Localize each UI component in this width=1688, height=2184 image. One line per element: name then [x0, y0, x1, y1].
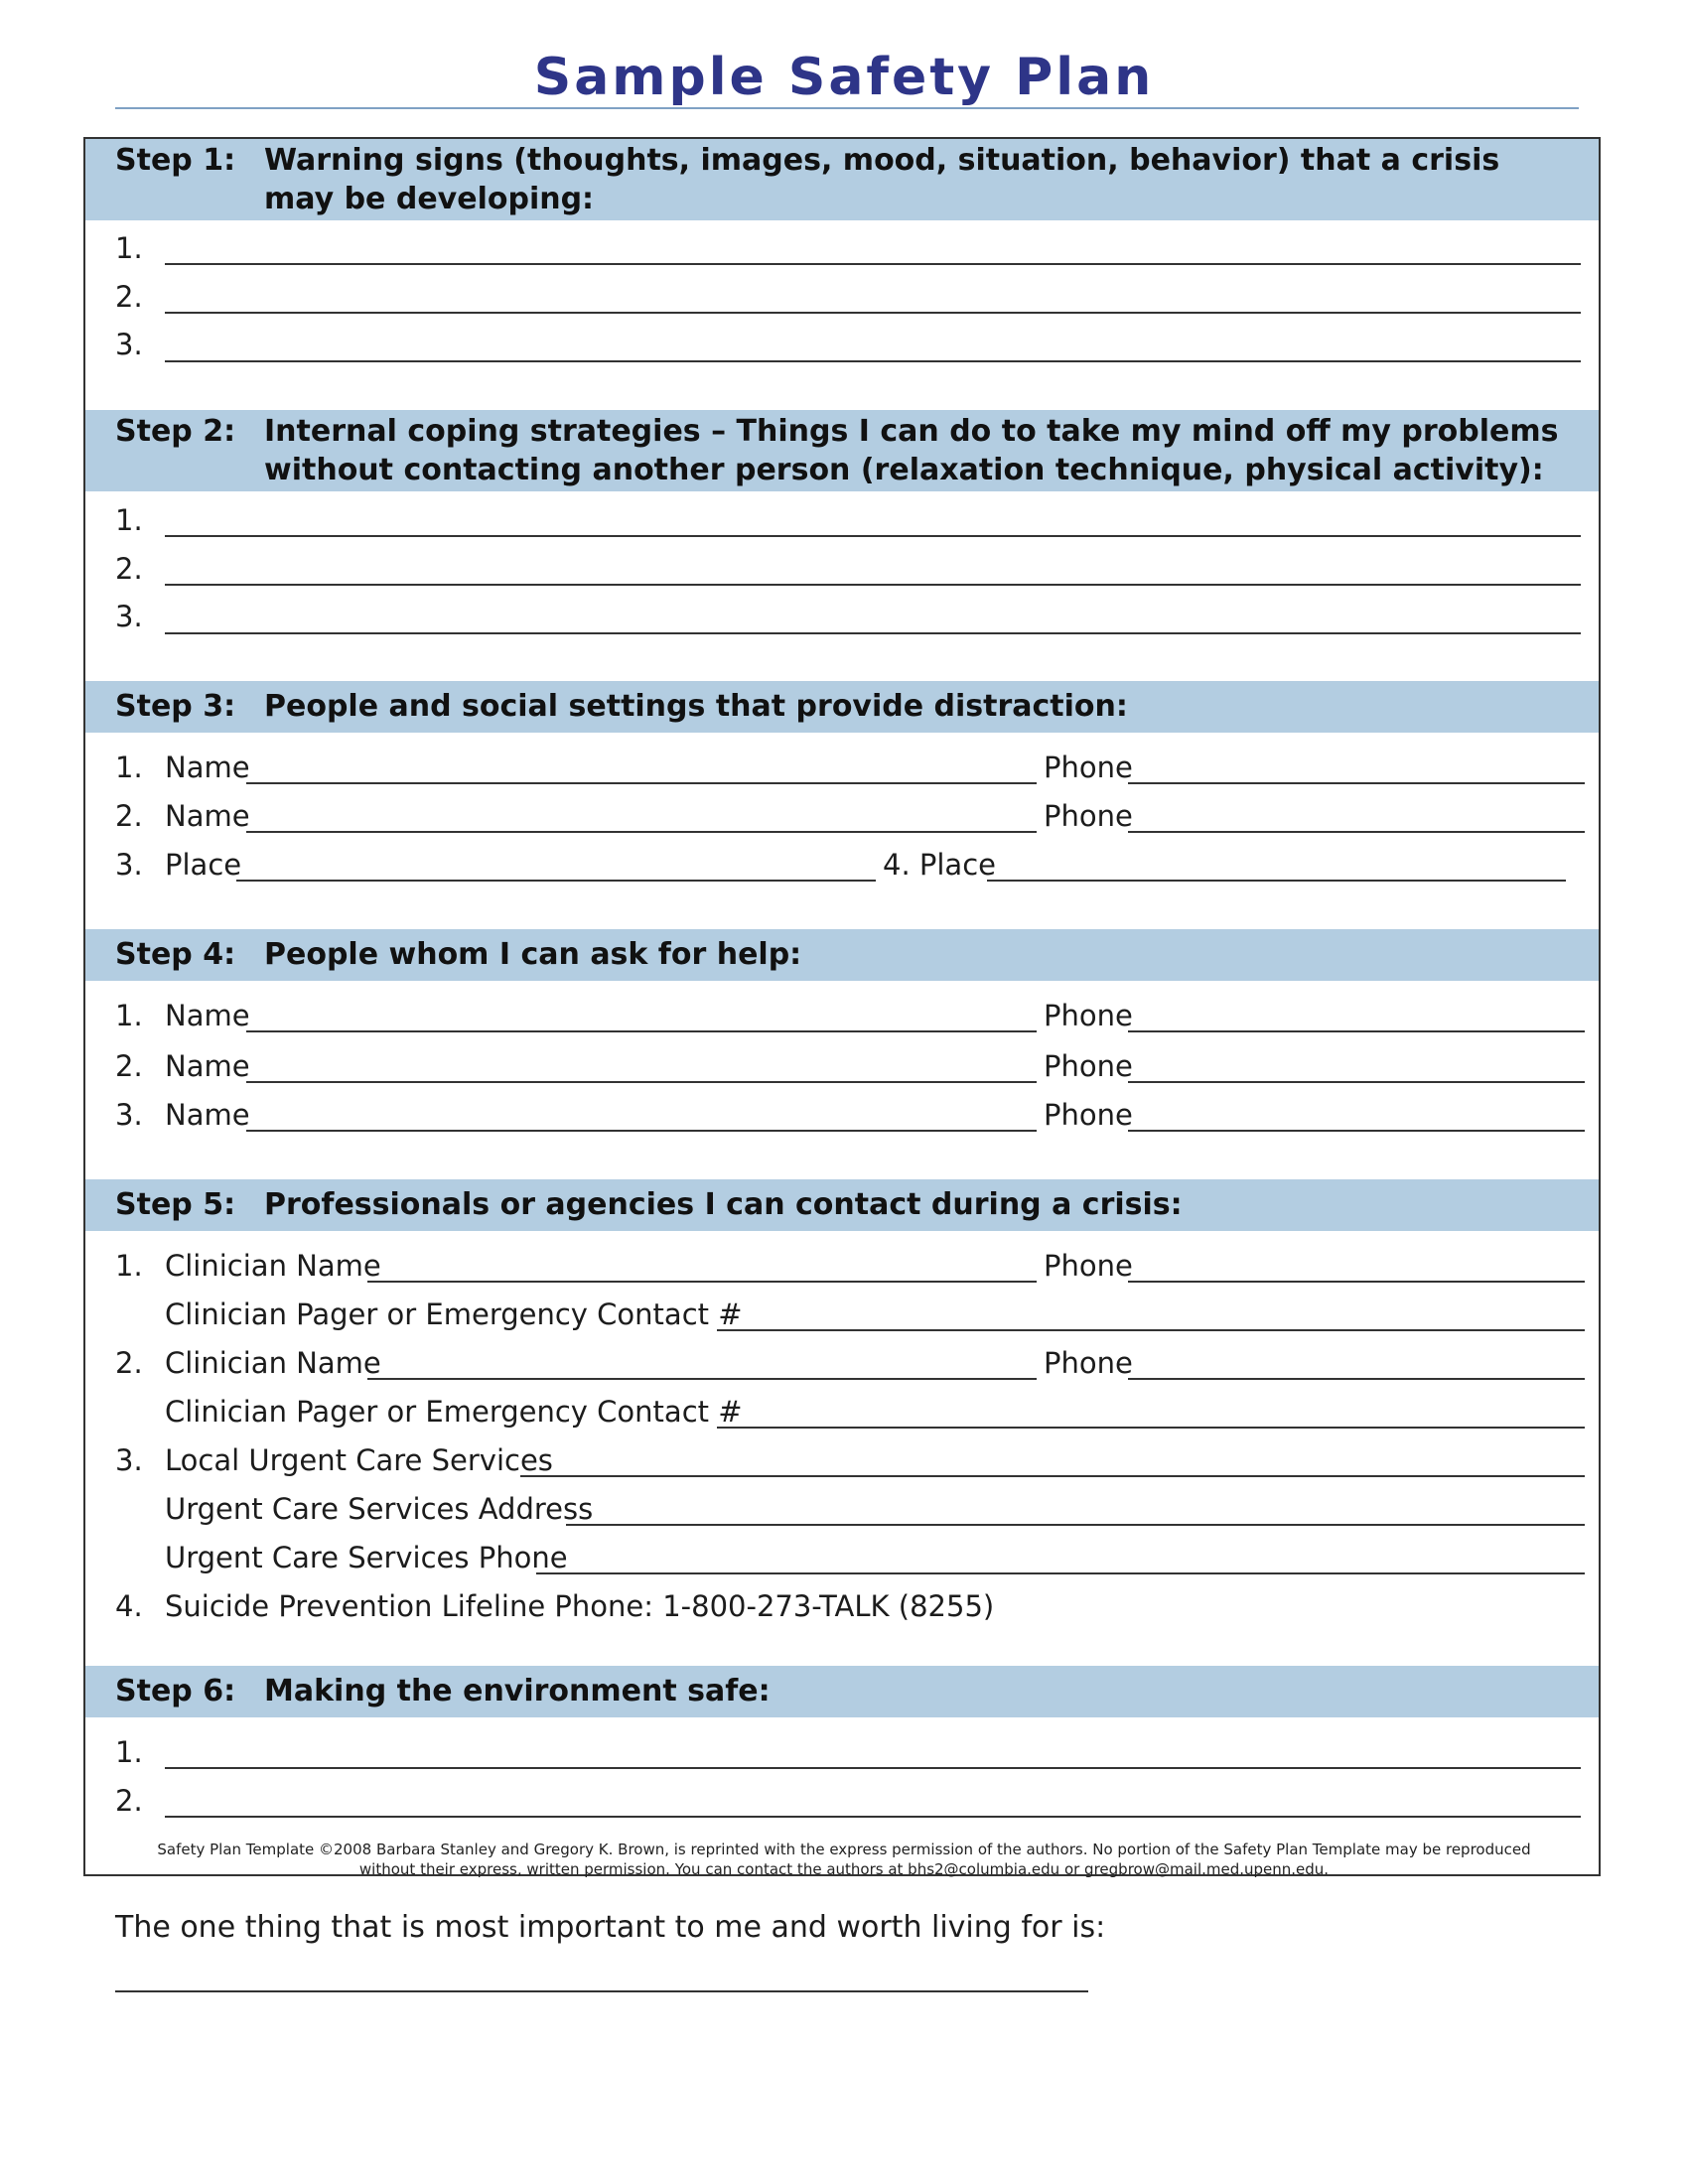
step-6-header	[85, 1666, 1599, 1717]
title-divider	[115, 107, 1579, 109]
name-line[interactable]	[246, 831, 1037, 833]
item-number: 2.	[115, 1346, 143, 1380]
phone-line[interactable]	[1128, 1378, 1585, 1380]
phone-line[interactable]	[1128, 1030, 1585, 1032]
name-line[interactable]	[246, 782, 1037, 784]
name-line[interactable]	[246, 1030, 1037, 1032]
blank-line[interactable]	[165, 632, 1581, 634]
lifeline-text: Suicide Prevention Lifeline Phone: 1-800-273-TALK (8255)	[165, 1589, 995, 1623]
name-line[interactable]	[246, 1081, 1037, 1083]
urgent-care-line[interactable]	[520, 1475, 1585, 1477]
place-4-line[interactable]	[987, 880, 1566, 882]
phone-label: Phone	[1044, 999, 1133, 1032]
blank-line[interactable]	[165, 535, 1581, 537]
item-number: 2.	[115, 280, 143, 314]
step-5-label: Step 5:	[115, 1187, 236, 1222]
phone-label: Phone	[1044, 1249, 1133, 1283]
phone-line[interactable]	[1128, 831, 1585, 833]
item-number: 1.	[115, 503, 143, 537]
clinician-pager-label: Clinician Pager or Emergency Contact #	[165, 1395, 743, 1429]
step-3-header	[85, 681, 1599, 733]
name-label: Name	[165, 1098, 250, 1132]
name-label: Name	[165, 799, 250, 833]
step-1-title: Warning signs (thoughts, images, mood, situation, behavior) that a crisis may be developing:	[264, 143, 1500, 216]
urgent-phone-line[interactable]	[536, 1572, 1585, 1574]
item-number: 1.	[115, 1735, 143, 1769]
item-number: 3.	[115, 600, 143, 633]
item-number: 2.	[115, 1784, 143, 1818]
step-5-header	[85, 1179, 1599, 1231]
step-2-label: Step 2:	[115, 414, 236, 449]
item-number: 3.	[115, 1098, 143, 1132]
step-2-header	[85, 410, 1599, 491]
phone-line[interactable]	[1128, 1130, 1585, 1132]
name-label: Name	[165, 1049, 250, 1083]
item-number: 1.	[115, 751, 143, 784]
clinician-name-line[interactable]	[367, 1378, 1037, 1380]
closing-prompt: The one thing that is most important to me and worth living for is:	[115, 1910, 1106, 1945]
step-3-label: Step 3:	[115, 689, 236, 724]
step-4-title: People whom I can ask for help:	[264, 937, 802, 972]
step-1-label: Step 1:	[115, 143, 236, 178]
phone-line[interactable]	[1128, 782, 1585, 784]
footer-line-2: without their express, written permission. You can contact the authors at bhs2@columbia.edu or gregbrow@mail.med.upenn.edu.	[358, 1860, 1330, 1878]
blank-line[interactable]	[165, 1816, 1581, 1818]
urgent-address-label: Urgent Care Services Address	[165, 1492, 594, 1526]
phone-line[interactable]	[1128, 1081, 1585, 1083]
step-4-label: Step 4:	[115, 937, 236, 972]
clinician-pager-label: Clinician Pager or Emergency Contact #	[165, 1297, 743, 1331]
place-line[interactable]	[236, 880, 876, 882]
phone-label: Phone	[1044, 1049, 1133, 1083]
item-number: 2.	[115, 1049, 143, 1083]
item-number: 1.	[115, 1249, 143, 1283]
step-5-title: Professionals or agencies I can contact during a crisis:	[264, 1187, 1183, 1222]
clinician-name-label: Clinician Name	[165, 1346, 381, 1380]
urgent-phone-label: Urgent Care Services Phone	[165, 1541, 568, 1574]
pager-line[interactable]	[717, 1329, 1585, 1331]
closing-answer-line[interactable]	[115, 1990, 1088, 1992]
blank-line[interactable]	[165, 584, 1581, 586]
name-label: Name	[165, 999, 250, 1032]
step-1-header	[85, 139, 1599, 220]
urgent-care-label: Local Urgent Care Services	[165, 1443, 553, 1477]
phone-line[interactable]	[1128, 1281, 1585, 1283]
name-line[interactable]	[246, 1130, 1037, 1132]
item-number: 2.	[115, 552, 143, 586]
clinician-name-label: Clinician Name	[165, 1249, 381, 1283]
item-number: 3.	[115, 848, 143, 882]
place-4-label: 4. Place	[883, 848, 996, 882]
blank-line[interactable]	[165, 312, 1581, 314]
step-4-header	[85, 929, 1599, 981]
item-number: 3.	[115, 1443, 143, 1477]
step-6-title: Making the environment safe:	[264, 1674, 771, 1708]
phone-label: Phone	[1044, 1346, 1133, 1380]
blank-line[interactable]	[165, 360, 1581, 362]
clinician-name-line[interactable]	[367, 1281, 1037, 1283]
footer-line-1: Safety Plan Template ©2008 Barbara Stanley and Gregory K. Brown, is reprinted with the express permission of the authors. No portion of the Safety Plan Template may be reproduced	[157, 1841, 1531, 1858]
pager-line[interactable]	[717, 1427, 1585, 1429]
phone-label: Phone	[1044, 1098, 1133, 1132]
place-label: Place	[165, 848, 242, 882]
phone-label: Phone	[1044, 751, 1133, 784]
step-2-title: Internal coping strategies – Things I can do to take my mind off my problems without contacting another person (relaxation technique, physical activity):	[264, 414, 1559, 487]
item-number: 1.	[115, 999, 143, 1032]
blank-line[interactable]	[165, 1767, 1581, 1769]
phone-label: Phone	[1044, 799, 1133, 833]
item-number: 4.	[115, 1589, 143, 1623]
copyright-footer	[129, 1840, 1559, 1879]
item-number: 1.	[115, 231, 143, 265]
urgent-address-line[interactable]	[566, 1524, 1585, 1526]
item-number: 2.	[115, 799, 143, 833]
step-6-label: Step 6:	[115, 1674, 236, 1708]
blank-line[interactable]	[165, 263, 1581, 265]
name-label: Name	[165, 751, 250, 784]
step-3-title: People and social settings that provide distraction:	[264, 689, 1128, 724]
page-title: Sample Safety Plan	[533, 48, 1155, 107]
item-number: 3.	[115, 328, 143, 361]
